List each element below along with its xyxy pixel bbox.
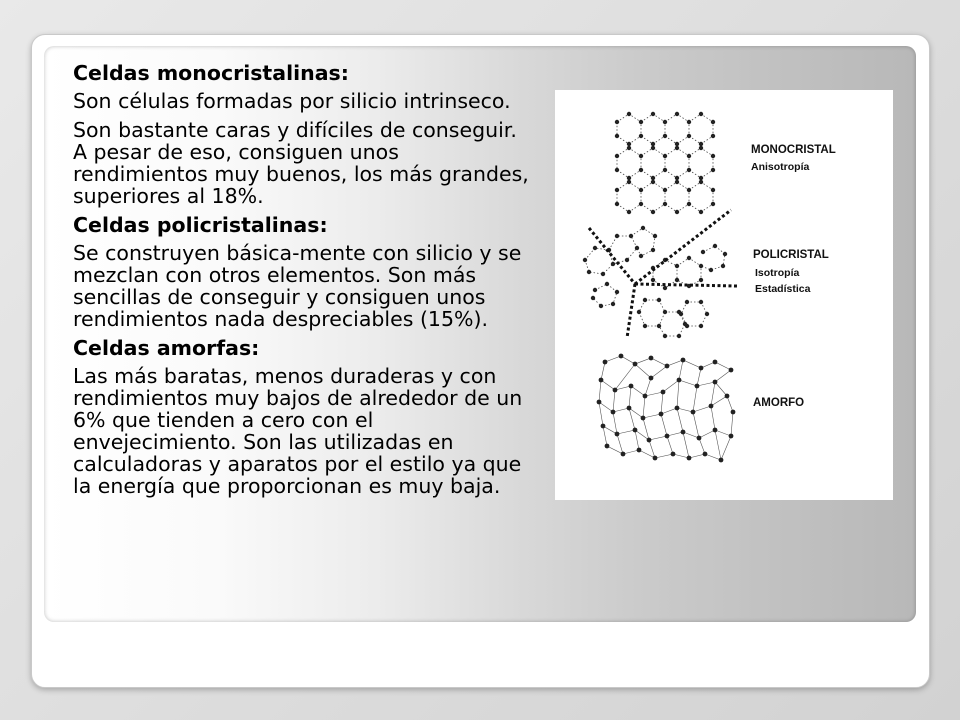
section-heading-amorph: Celdas amorfas: bbox=[73, 336, 260, 360]
section-paragraph: Son células formadas por silicio intrinseco. bbox=[73, 89, 511, 113]
amorph-title: AMORFO bbox=[753, 397, 805, 409]
section-paragraph: Las más baratas, menos duraderas y con rendimientos muy bajos de alrededor de un 6% que tienden a cero con el envejecimiento. Son las utilizadas en calculadoras y aparatos por el estilo ya que la energía que proporcionan es muy baja. bbox=[73, 364, 523, 498]
monocrystal-lattice bbox=[615, 112, 715, 214]
text-block bbox=[73, 62, 533, 504]
mono-subtitle: Anisotropía bbox=[751, 161, 810, 173]
amorphous-network bbox=[597, 354, 736, 463]
polycrystal-lattice bbox=[583, 210, 737, 338]
poly-subtitle-1: Isotropía bbox=[755, 267, 800, 279]
section-heading-mono: Celdas monocristalinas: bbox=[73, 61, 349, 85]
section-paragraph: Se construyen básica-mente con silicio y se mezclan con otros elementos. Son más sencillas de conseguir y consiguen unos rendimientos nada despreciables (15%). bbox=[73, 241, 522, 331]
crystal-structures-figure bbox=[555, 90, 893, 500]
section-paragraph: Son bastante caras y difíciles de conseguir. A pesar de eso, consiguen unos rendimientos muy buenos, los más grandes, superiores al 18%. bbox=[73, 118, 529, 208]
mono-title: MONOCRISTAL bbox=[751, 144, 836, 156]
poly-title: POLICRISTAL bbox=[753, 249, 829, 261]
poly-subtitle-2: Estadística bbox=[755, 283, 811, 295]
section-heading-poly: Celdas policristalinas: bbox=[73, 213, 328, 237]
